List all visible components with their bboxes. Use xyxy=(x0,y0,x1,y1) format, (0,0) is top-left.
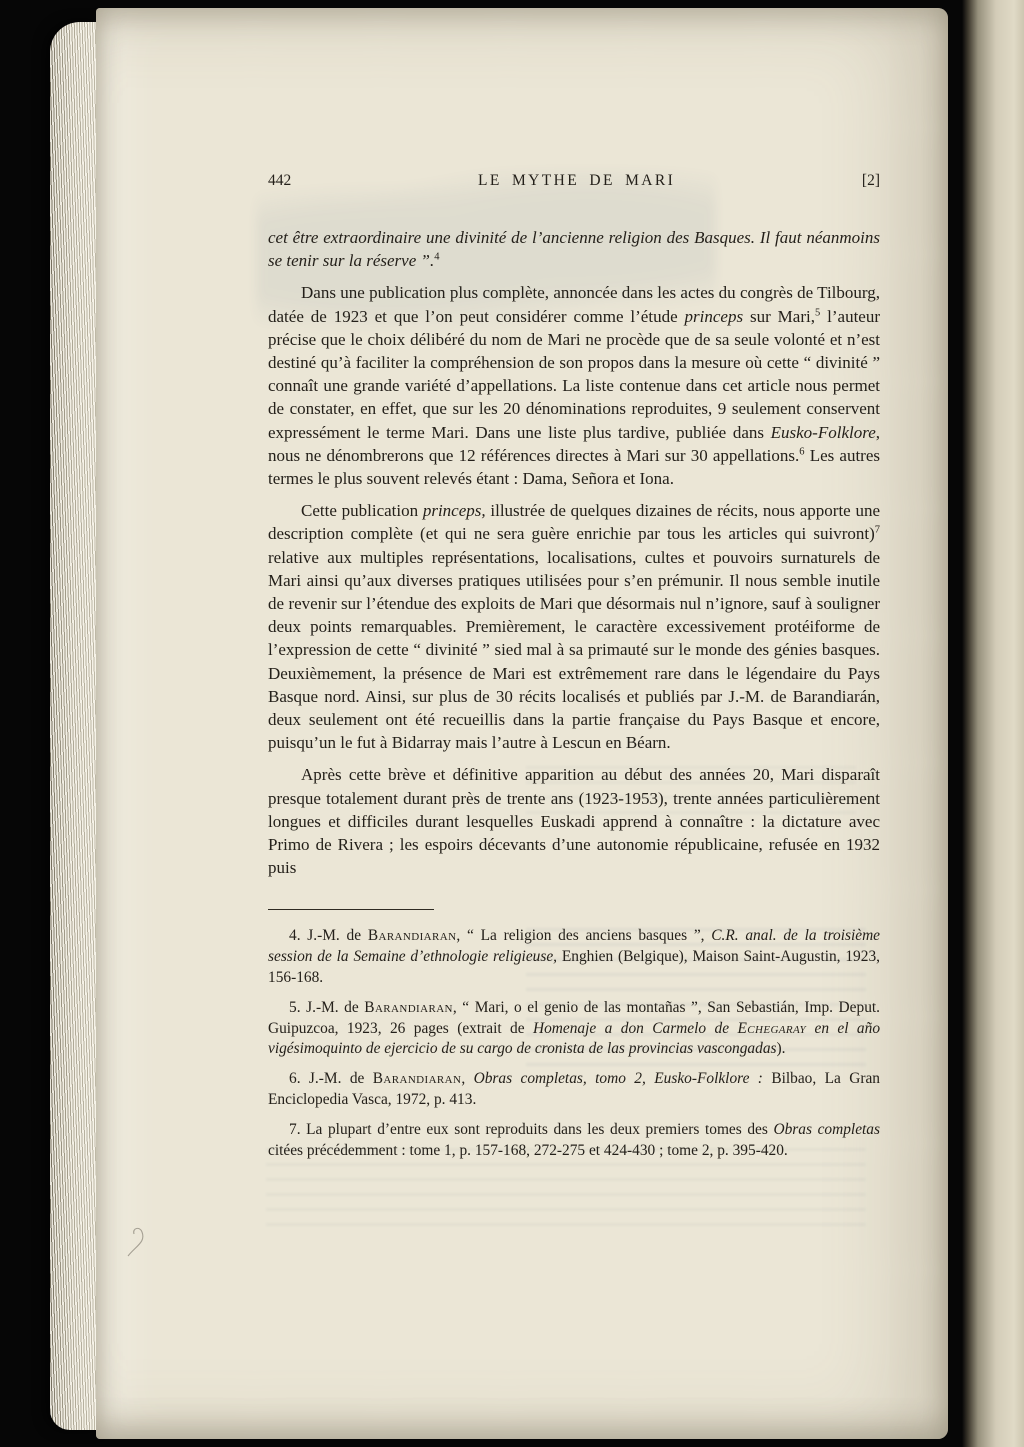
book-page-stack-edge xyxy=(50,22,100,1430)
text-segment: , “ Mari, o el genio de las montañas ”, San Sebastián, Imp. Deput. Guipuzcoa, 1923, 26 pages (extrait de xyxy=(268,998,881,1037)
text-segment: , nous ne dénombrerons que 12 références directes à Mari sur 30 appellations. xyxy=(268,422,880,465)
text-segment: 7. La plupart d’entre eux sont reproduits dans les deux premiers tomes des xyxy=(289,1120,774,1138)
text-segment: Enghien (Belgique), Maison Saint-Augustin, 1923, 156-168. xyxy=(268,948,880,987)
paragraph xyxy=(268,763,880,879)
page-number: 442 xyxy=(268,172,292,189)
text-segment: citées précédemment : tome 1, p. 157-168, 272-275 et 424-430 ; tome 2, p. 395-420. xyxy=(268,1141,788,1159)
text-segment: 5 xyxy=(814,306,821,318)
text-segment: illustrée de quelques dizaines de récits, nous apporte une description complète (et qui ne sera guère enrichie par tous les articles qui suivront) xyxy=(268,501,880,544)
text-segment: princeps xyxy=(684,306,744,326)
text-segment: Eusko-Folklore xyxy=(770,422,876,442)
text-segment: Obras completas xyxy=(773,1120,880,1138)
footnote-rule xyxy=(268,909,434,910)
paragraph xyxy=(268,281,880,490)
text-segment: 6. J.-M. de xyxy=(289,1070,373,1088)
footnote xyxy=(268,1069,880,1111)
text-segment: sur Mari, xyxy=(743,306,815,326)
text-segment: Obras completas, tomo 2, Eusko-Folklore : xyxy=(473,1070,763,1088)
paragraph xyxy=(268,499,880,754)
text-segment: Cette publication xyxy=(301,501,423,521)
running-title: LE MYTHE DE MARI xyxy=(477,172,676,189)
text-segment: Les autres termes le plus souvent relevés étant : Dama, Señora et Iona. xyxy=(268,445,881,489)
text-segment: , xyxy=(461,1070,474,1088)
text-segment: C.R. anal. de la troisième session de la Semaine d’ethnologie religieuse, xyxy=(268,927,881,966)
paragraph xyxy=(268,226,880,272)
text-segment: cet être extraordinaire une divinité de l’ancienne religion des Basques. Il faut néanmoins se tenir sur la réserve ”. xyxy=(268,228,880,271)
text-segment: ). xyxy=(776,1040,786,1058)
text-segment: Bilbao, La Gran Enciclopedia Vasca, 1972, p. 413. xyxy=(268,1070,881,1109)
footnotes xyxy=(268,926,880,1161)
text-segment: relative aux multiples représentations, localisations, cultes et pouvoirs surnaturels de Mari ainsi qu’aux diverses pratiques utilisées pour s’en prémunir. Il nous semble inutile de revenir sur l’étendue des exploits de Mari que désormais nul n’ignore, sauf à souligner deux points remarquables. Premièrement, le caractère excessivement protéiforme de l’expression de cette “ divinité ” sied mal à sa primauté sur le monde des génies basques. Deuxièmement, la présence de Mari est extrêmement rare dans le légendaire du Pays Basque nord. Ainsi, sur plus de 30 récits localisés et publiés par J.-M. de Barandiarán, deux seulement ont été recueillis dans la partie française du Pays Basque et encore, puisqu’un le fut à Bidarray mais l’autre à Lescun en Béarn. xyxy=(268,547,880,753)
page-blemish xyxy=(122,1216,156,1262)
text-segment: 4 xyxy=(434,251,440,263)
running-header xyxy=(268,172,880,190)
text-segment: en el año vigésimoquinto de ejercicio de su cargo de cronista de las provincias vascongadas xyxy=(268,1019,881,1058)
facing-page-edge xyxy=(948,0,1024,1447)
text-segment: Homenaje a don Carmelo de xyxy=(532,1019,738,1037)
footnote xyxy=(268,998,880,1060)
text-segment: Dans une publication plus complète, annoncée dans les actes du congrès de Tilbourg, datée de 1923 et que l’on peut considérer comme l’étude xyxy=(268,283,880,326)
text-segment: Barandiaran xyxy=(367,927,457,945)
issue-mark: [2] xyxy=(861,172,880,189)
page-text-column xyxy=(268,172,880,1170)
text-segment: 5. J.-M. de xyxy=(289,998,365,1016)
text-segment: Après cette brève et définitive apparition au début des années 20, Mari disparaît presque totalement durant près de trente ans (1923-1953), trente années particulièrement longues et difficiles durant lesquelles Euskadi apprend à connaître : la dictature avec Primo de Rivera ; les espoirs décevants d’une autonomie républicaine, refusée en 1932 puis xyxy=(268,765,880,878)
text-segment: 7 xyxy=(874,524,880,536)
book-page xyxy=(96,8,948,1439)
footnote xyxy=(268,926,880,988)
text-segment: 6 xyxy=(799,446,805,458)
text-segment: 4. J.-M. de xyxy=(289,927,368,945)
text-segment: Barandiaran xyxy=(364,998,453,1016)
body-paragraphs xyxy=(268,226,880,879)
text-segment: l’auteur précise que le choix délibéré du nom de Mari ne procède que de sa seule volonté et n’est destiné qu’à faciliter la compréhension de son propos dans la mesure où cette “ divinité ” connaît une grande variété d’appellations. La liste contenue dans cet article nous permet de constater, en effet, que sur les 20 dénominations reproduites, 9 seulement conservent expressément le terme Mari. Dans une liste plus tardive, publiée dans xyxy=(268,306,881,442)
text-segment: Barandiaran xyxy=(372,1070,462,1088)
footnote xyxy=(268,1120,880,1162)
text-segment: , “ La religion des anciens basques ”, xyxy=(456,927,712,945)
text-segment: princeps, xyxy=(422,501,486,521)
text-segment: Echegaray xyxy=(737,1019,807,1037)
